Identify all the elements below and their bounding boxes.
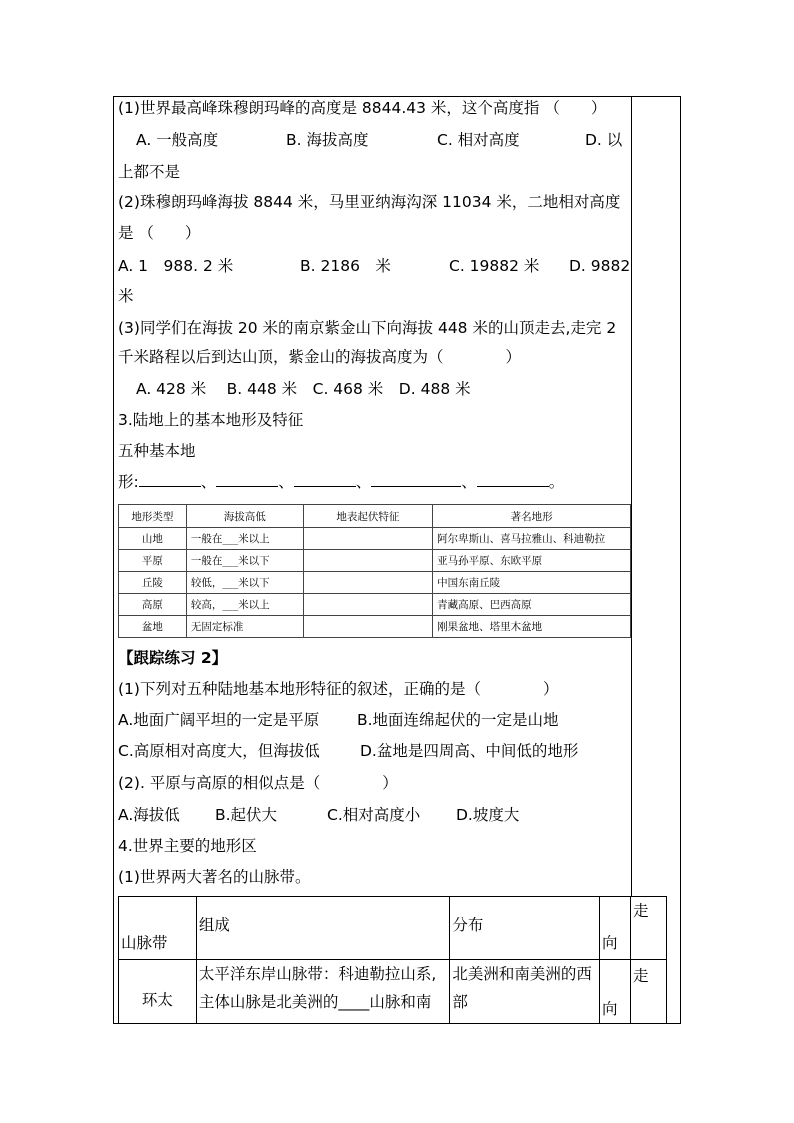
q3-options: A. 428 米 B. 448 米 C. 468 米 D. 488 米 [136,380,471,398]
table-row [119,528,631,550]
sep-2: 、 [278,473,294,491]
section-3-line1: 五种基本地 [118,442,196,460]
cell-type: 高原 [119,594,187,616]
table-row [119,960,667,1024]
section-3-title: 3.陆地上的基本地形及特征 [118,411,304,429]
cell-altitude: 较低，___米以下 [186,572,303,594]
cell-altitude: 一般在___米以上 [186,528,303,550]
q2-option-d: D. 9882 [569,257,631,275]
cell-examples: 中国东南丘陵 [433,572,631,594]
cell-altitude: 较高，___米以上 [186,594,303,616]
header-relief: 地表起伏特征 [303,505,433,528]
q1-option-c: C. 相对高度 [437,131,520,149]
cell-type: 丘陵 [119,572,187,594]
practice-2-q1-option-d: D.盆地是四周高、中间低的地形 [360,742,579,760]
blank-3[interactable] [294,472,356,487]
distribution-line-2: 部 [452,993,468,1011]
cell-examples: 刚果盆地、塔里木盆地 [433,616,631,638]
table-row [119,616,631,638]
blank-2[interactable] [216,472,278,487]
landform-fill-prefix: 形: [118,473,139,491]
sep-3: 、 [355,473,372,491]
header-mountain-belt: 山脉带 [119,897,197,960]
cell-distribution [450,960,600,1024]
section-4-title: 4.世界主要的地形区 [118,837,257,855]
practice-2-q2-option-c: C.相对高度小 [327,806,421,824]
table-row [119,594,631,616]
blank-4[interactable] [371,472,461,487]
q1-option-d-continued: 上都不是 [118,163,181,181]
header-examples: 著名地形 [433,505,631,528]
q3-stem-continued: 千米路程以后到达山顶，紫金山的海拔高度为（ ） [118,348,522,366]
cell-belt-name: 环太 [119,960,197,1024]
cell-altitude: 无固定标准 [186,616,303,638]
q1-option-b: B. 海拔高度 [286,131,369,149]
table-row [119,550,631,572]
header-direction-b: 向 [600,897,631,960]
practice-2-q1-option-a: A.地面广阔平坦的一定是平原 [118,711,320,729]
landform-table-header [119,505,631,528]
landform-table [118,504,631,638]
composition-line-1: 太平洋东岸山脉带：科迪勒拉山系, [198,965,437,983]
cell-altitude: 一般在___米以下 [186,550,303,572]
cell-direction-b: 向 [600,960,631,1024]
q1-option-a: A. 一般高度 [136,131,219,149]
practice-2-q1-stem: (1)下列对五种陆地基本地形特征的叙述，正确的是（ ） [118,680,559,698]
cell-relief[interactable] [303,594,433,616]
table-row [119,572,631,594]
blank-5[interactable] [477,472,549,487]
cell-direction-a: 走 [631,960,667,1024]
mountain-belt-table [118,896,667,1024]
mountain-table-header [119,897,667,960]
cell-composition[interactable] [196,960,449,1024]
cell-examples: 阿尔卑斯山、喜马拉雅山、科迪勒拉 [433,528,631,550]
practice-2-q1-option-b: B.地面连绵起伏的一定是山地 [357,711,559,729]
sep-1: 、 [200,473,217,491]
practice-2-q1-option-c: C.高原相对高度大，但海拔低 [118,742,320,760]
header-composition: 组成 [196,897,449,960]
section-4-sub1: (1)世界两大著名的山脉带。 [118,868,311,886]
q3-stem: (3)同学们在海拔 20 米的南京紫金山下向海拔 448 米的山顶走去,走完 2 [118,319,617,337]
sep-4: 、 [461,473,477,491]
cell-relief[interactable] [303,572,433,594]
header-altitude: 海拔高低 [186,505,303,528]
right-margin-column-divider [631,96,632,896]
blank-1[interactable] [139,472,201,487]
q2-stem-continued: 是 （ ） [118,224,201,242]
practice-2-q2-option-a: A.海拔低 [118,806,180,824]
cell-relief[interactable] [303,528,433,550]
fill-end: 。 [548,473,565,491]
q2-option-c: C. 19882 米 [449,257,540,275]
cell-type: 平原 [119,550,187,572]
cell-type: 盆地 [119,616,187,638]
cell-relief[interactable] [303,616,433,638]
cell-examples: 亚马孙平原、东欧平原 [433,550,631,572]
q2-option-d-continued: 米 [118,287,134,305]
q1-option-d: D. 以 [585,131,623,149]
landform-fill-line [118,472,564,492]
cell-examples: 青藏高原、巴西高原 [433,594,631,616]
q2-option-a: A. 1 988. 2 米 [118,257,234,275]
cell-type: 山地 [119,528,187,550]
header-direction-a: 走 [631,897,667,960]
q1-stem: (1)世界最高峰珠穆朗玛峰的高度是 8844.43 米，这个高度指 （ ） [118,99,607,117]
practice-2-q2-option-b: B.起伏大 [215,806,278,824]
q2-option-b: B. 2186 米 [300,257,391,275]
distribution-line-1: 北美洲和南美洲的西 [452,965,592,983]
practice-2-title: 【跟踪练习 2】 [118,649,228,667]
practice-2-q2-stem: (2). 平原与高原的相似点是（ ） [118,774,398,792]
header-type: 地形类型 [119,505,187,528]
cell-relief[interactable] [303,550,433,572]
composition-line-2: 主体山脉是北美洲的____山脉和南 [198,993,432,1011]
header-distribution: 分布 [450,897,600,960]
q2-stem: (2)珠穆朗玛峰海拔 8844 米，马里亚纳海沟深 11034 米，二地相对高度 [118,193,621,211]
practice-2-q2-option-d: D.坡度大 [456,806,520,824]
